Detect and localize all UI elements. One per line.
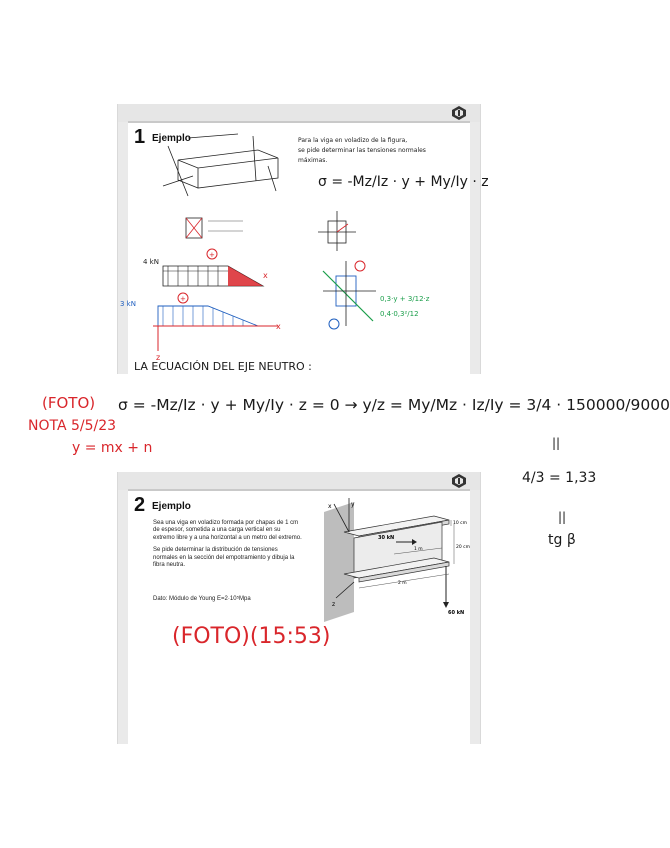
problem-statement: [153, 520, 303, 574]
slide-number: 2: [134, 494, 146, 516]
ratio-result: 4/3 = 1,33: [522, 470, 597, 486]
slide-number: 1: [134, 126, 146, 148]
wall-support: [324, 502, 354, 622]
svg-text:z: z: [156, 353, 161, 362]
university-logo-icon: [452, 474, 466, 488]
line-equation: y = mx + n: [72, 440, 153, 456]
svg-text:3 kN: 3 kN: [120, 300, 136, 308]
svg-text:4 kN: 4 kN: [143, 258, 159, 266]
problem-paragraph-1: Sea una viga en voladizo formada por chapas de 1 cm de espesor, sometida a una carga vertical en su extremo libre y a una horizontal a un metro del extremo.: [153, 520, 302, 541]
foto-label: (FOTO): [42, 394, 96, 412]
tangent-beta: tg β: [548, 532, 576, 548]
svg-text:x: x: [276, 322, 281, 331]
slide-sidebar-left: [118, 472, 128, 744]
axis-z-label: z: [332, 601, 336, 608]
load-60kn-label: 60 kN: [448, 610, 465, 616]
svg-text:0,4·0,3²/12: 0,4·0,3²/12: [380, 310, 419, 318]
slide-title: Ejemplo: [152, 133, 191, 144]
dim-20cm-label: 20 cm: [456, 545, 471, 550]
stress-formula: σ = -Mz/Iz · y + My/Iy · z: [318, 174, 489, 190]
problem-paragraph-2: Se pide determinar la distribución de tensiones normales en la sección del empotramiento y dibuja la fibra neutra.: [153, 547, 295, 569]
note-line-2: se pide determinar las tensiones normales: [298, 147, 426, 154]
neutral-axis-equation: σ = -Mz/Iz · y + My/Iy · z = 0 → y/z = My/Mz · Iz/Iy = 3/4 · 150000/9000: [118, 396, 670, 414]
neutral-axis-sketch: [323, 261, 430, 329]
svg-text:0,3·y + 3/12·z: 0,3·y + 3/12·z: [380, 295, 430, 303]
dim-1m-label: 1 m: [414, 547, 423, 552]
i-beam-diagram: [314, 502, 474, 622]
slide-topbar: [118, 472, 480, 490]
svg-text:+: +: [180, 295, 186, 303]
slide-topbar: [118, 104, 480, 122]
dim-2m-label: 2 m: [398, 581, 407, 586]
moment-diagram-z: [143, 249, 268, 286]
moment-diagram-y: [120, 293, 281, 362]
neutral-axis-heading: LA ECUACIÓN DEL EJE NEUTRO :: [134, 360, 312, 373]
axis-y-label: y: [351, 501, 355, 508]
university-logo-icon: [452, 106, 466, 120]
slide-divider: [128, 121, 470, 123]
equals-mark-2: ||: [558, 510, 567, 524]
dim-10cm-label: 10 cm: [453, 521, 468, 526]
svg-text:+: +: [209, 251, 215, 259]
slide-2: [117, 472, 481, 744]
nota-date-label: NOTA 5/5/23: [28, 418, 117, 434]
slide-sidebar-right: [470, 104, 480, 374]
cross-section-sketch: [186, 218, 243, 238]
slide-1: [117, 104, 489, 374]
beam-sketches: [120, 126, 468, 362]
note-line-3: máximas.: [298, 157, 328, 164]
beam-3d-sketch: [163, 134, 278, 196]
svg-text:x: x: [263, 271, 268, 280]
equals-mark-1: ||: [552, 436, 561, 450]
slide-sidebar-left: [118, 104, 128, 374]
foto-timestamp: (FOTO)(15:53): [172, 624, 331, 649]
young-modulus-data: Dato: Módulo de Young E=2·10⁵Mpa: [153, 596, 251, 602]
axis-x-label: x: [328, 503, 332, 510]
slide-divider: [128, 489, 470, 491]
load-30kn-label: 30 kN: [378, 535, 395, 541]
force-decomposition-sketch: [318, 211, 356, 251]
slide-title: Ejemplo: [152, 501, 191, 512]
note-line-1: Para la viga en voladizo de la figura,: [298, 137, 408, 144]
